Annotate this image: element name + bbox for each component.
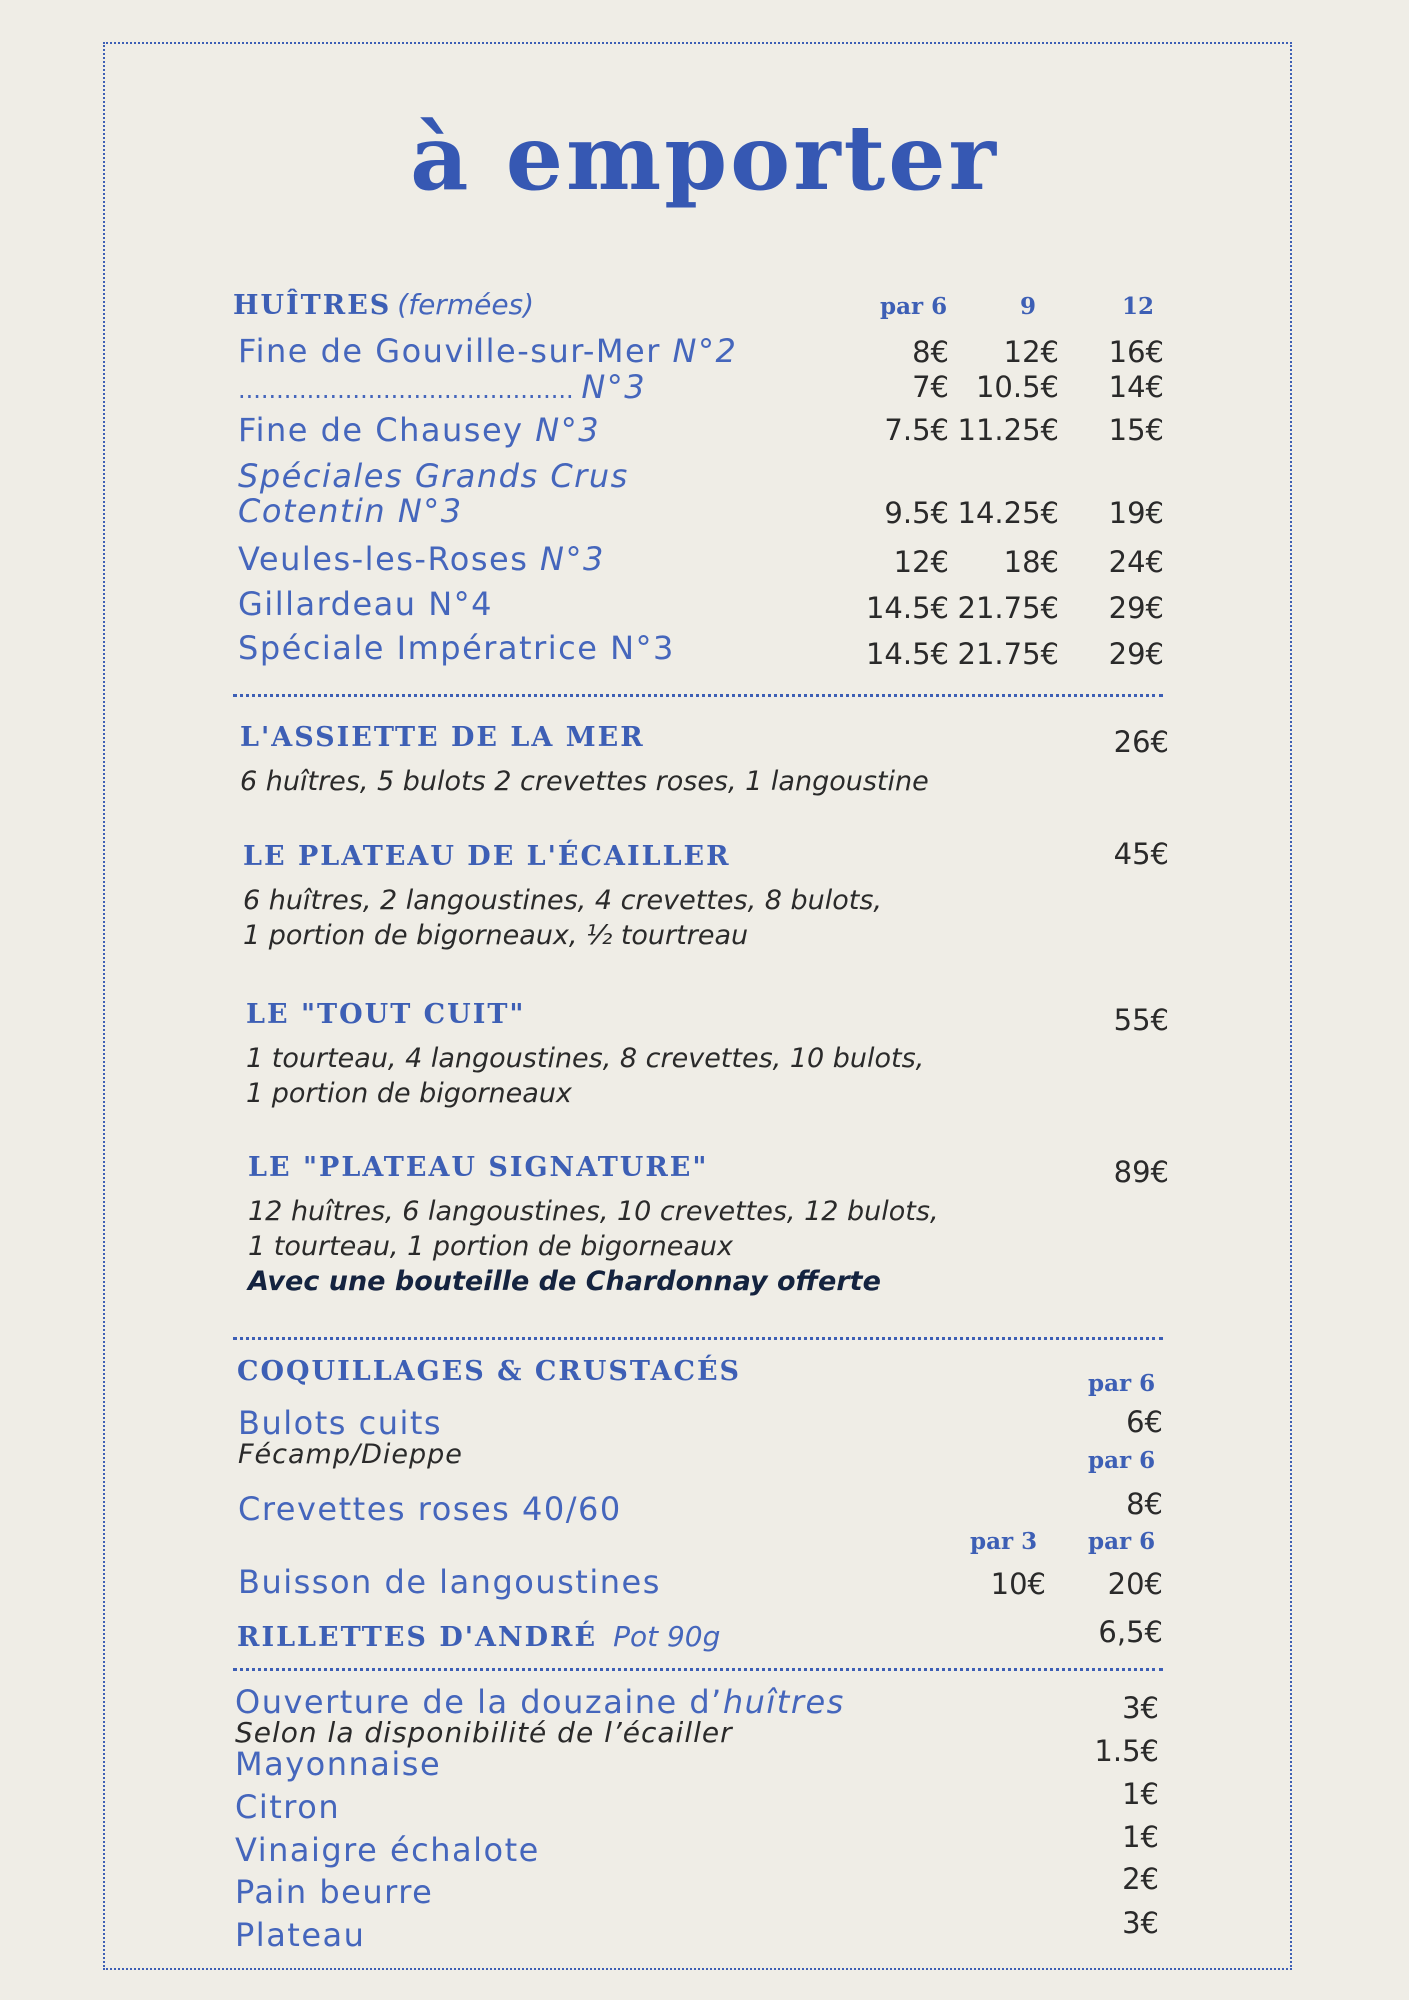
oyster-price-par6: 14.5€ [865, 591, 949, 625]
extra-item-name: Plateau [235, 1916, 366, 1954]
plateau-description: 1 tourteau, 1 portion de bigorneaux [248, 1231, 734, 1262]
oyster-price-12: 15€ [1108, 413, 1164, 447]
oyster-caliber: N°2 [672, 332, 738, 370]
oyster-price-9: 21.75€ [957, 637, 1059, 671]
oyster-name-text: Fine de Chausey [238, 411, 536, 449]
ouverture-note: Selon la disponibilité de l’écailler [235, 1716, 733, 1749]
oyster-name [238, 492, 463, 530]
oyster-price-par6: 7€ [912, 370, 949, 404]
crevettes-name: Crevettes roses 40/60 [238, 1490, 622, 1528]
langoustines-unit3: par 3 [970, 1528, 1038, 1555]
oyster-name-text: Fine de Gouville-sur-Mer [238, 332, 673, 370]
oyster-name [238, 629, 675, 667]
extra-item-name: Citron [235, 1788, 341, 1826]
oyster-price-9: 18€ [1003, 545, 1059, 579]
bulots-name: Bulots cuits [238, 1404, 443, 1442]
langoustines-unit6: par 6 [1088, 1528, 1156, 1555]
oyster-price-par6: 8€ [912, 335, 949, 369]
oyster-name-text: Spéciale Impératrice N°3 [238, 629, 675, 667]
oyster-price-9: 14.25€ [957, 496, 1059, 530]
divider [233, 694, 1163, 697]
oyster-price-12: 24€ [1108, 545, 1164, 579]
plateau-name: LE "PLATEAU SIGNATURE" [248, 1152, 709, 1183]
extra-item-price: 1€ [1122, 1820, 1159, 1854]
plateau-description: 6 huîtres, 2 langoustines, 4 crevettes, 8 bulots, [243, 885, 883, 916]
oyster-name [238, 411, 600, 449]
oyster-caliber: N°3 [581, 368, 647, 406]
oyster-name [238, 585, 493, 623]
oyster-name-text: Gillardeau N°4 [238, 585, 494, 623]
plateau-price: 89€ [1113, 1155, 1169, 1189]
huitres-heading [233, 288, 534, 321]
oyster-name [238, 368, 646, 406]
extra-item-price: 3€ [1122, 1906, 1159, 1940]
plateau-description: 12 huîtres, 6 langoustines, 10 crevettes, 12 bulots, [248, 1196, 939, 1227]
plateau-description: 1 portion de bigorneaux, ½ tourtreau [243, 920, 749, 951]
col-header-par6: par 6 [880, 293, 948, 320]
plateau-description: 6 huîtres, 5 bulots 2 crevettes roses, 1 langoustine [240, 766, 929, 797]
col-header-9: 9 [1020, 293, 1037, 320]
langoustines-price3: 10€ [990, 1567, 1046, 1601]
crevettes-price: 8€ [1126, 1487, 1163, 1521]
plateau-bonus: Avec une bouteille de Chardonnay offerte [248, 1266, 881, 1297]
oyster-name-text: ............................................ [238, 376, 582, 404]
oyster-price-9: 11.25€ [957, 413, 1059, 447]
oyster-caliber: N°3 [535, 411, 601, 449]
plateau-name: L'ASSIETTE DE LA MER [240, 722, 645, 753]
crevettes-unit: par 6 [1088, 1447, 1156, 1474]
langoustines-name: Buisson de langoustines [238, 1563, 661, 1601]
oyster-price-9: 12€ [1003, 335, 1059, 369]
oyster-name-text: Spéciales Grands Crus [238, 457, 629, 495]
rillettes-price: 6,5€ [1098, 1615, 1163, 1649]
langoustines-price6: 20€ [1107, 1567, 1163, 1601]
divider [233, 1337, 1163, 1340]
extra-item-name: Mayonnaise [235, 1745, 442, 1783]
oyster-caliber: N°3 [540, 540, 605, 578]
oyster-price-par6: 7.5€ [884, 413, 949, 447]
extra-item-price: 1.5€ [1094, 1734, 1159, 1768]
bulots-origin: Fécamp/Dieppe [238, 1439, 463, 1470]
oyster-price-par6: 14.5€ [865, 637, 949, 671]
huitres-heading-text: HUÎTRES [233, 290, 392, 321]
coquillages-heading: COQUILLAGES & CRUSTACÉS [237, 1356, 742, 1387]
plateau-price: 55€ [1113, 1003, 1169, 1037]
page-title: à emporter [410, 105, 999, 211]
oyster-name [238, 332, 737, 370]
oyster-price-par6: 12€ [893, 545, 949, 579]
plateau-name: LE PLATEAU DE L'ÉCAILLER [243, 841, 731, 872]
plateau-name: LE "TOUT CUIT" [246, 999, 526, 1030]
oyster-price-par6: 9.5€ [884, 496, 949, 530]
oyster-price-12: 16€ [1108, 335, 1164, 369]
oyster-name [238, 457, 629, 495]
extra-item-price: 1€ [1122, 1777, 1159, 1811]
extra-item-name: Pain beurre [235, 1873, 434, 1911]
oyster-price-12: 14€ [1108, 370, 1164, 404]
oyster-caliber: N°3 [397, 492, 463, 530]
oyster-name-text: Veules-les-Roses [238, 540, 541, 578]
ouverture-italic: huîtres [722, 1683, 845, 1721]
oyster-price-12: 19€ [1108, 496, 1164, 530]
plateau-description: 1 portion de bigorneaux [246, 1078, 572, 1109]
col-header-12: 12 [1122, 293, 1155, 320]
oyster-name-text: Cotentin [238, 492, 398, 530]
oyster-price-9: 21.75€ [957, 591, 1059, 625]
rillettes-name: RILLETTES D'ANDRÉ [237, 1622, 598, 1653]
rillettes-sub: Pot 90g [613, 1620, 721, 1653]
ouverture-text: Ouverture de la douzaine d’ [235, 1683, 723, 1721]
huitres-subheading: (fermées) [397, 288, 535, 321]
bulots-unit: par 6 [1088, 1370, 1156, 1397]
oyster-price-12: 29€ [1108, 591, 1164, 625]
oyster-price-9: 10.5€ [975, 370, 1059, 404]
ouverture-price: 3€ [1122, 1691, 1159, 1725]
bulots-price: 6€ [1126, 1405, 1163, 1439]
extra-item-name: Vinaigre échalote [235, 1831, 540, 1869]
extra-item-price: 2€ [1122, 1862, 1159, 1896]
rillettes-heading [237, 1620, 720, 1653]
divider [233, 1668, 1163, 1671]
plateau-price: 45€ [1113, 837, 1169, 871]
plateau-price: 26€ [1113, 725, 1169, 759]
oyster-price-12: 29€ [1108, 637, 1164, 671]
oyster-name [238, 540, 605, 578]
plateau-description: 1 tourteau, 4 langoustines, 8 crevettes, 10 bulots, [246, 1043, 925, 1074]
